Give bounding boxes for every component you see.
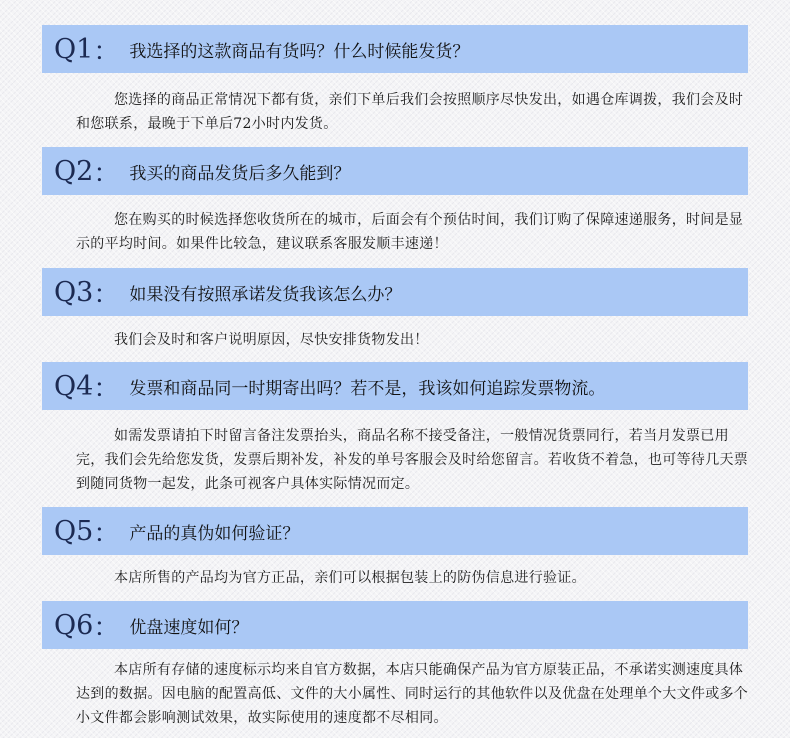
question-number: Q1: [54, 33, 94, 65]
faq-answer-6: 本店所有存储的速度标示均来自官方数据，本店只能确保产品为官方原装正品，不承诺实测速度具体达到的数据。因电脑的配置高低、文件的大小属性、同时运行的其他软件以及优盘在处理单个大文件或多个小文件都会影响测试效果，故实际使用的速度都不尽相同。: [76, 662, 749, 726]
faq-question-5: [42, 507, 748, 555]
faq-question-6: [42, 601, 748, 649]
faq-question-4: [42, 362, 748, 410]
faq-answer-5: 本店所售的产品均为官方正品，亲们可以根据包装上的防伪信息进行验证。: [114, 570, 586, 586]
faq-question-1: [42, 25, 748, 73]
question-colon: ：: [93, 158, 120, 189]
faq-answer-4: 如需发票请拍下时留言备注发票抬头，商品名称不接受备注，一般情况货票同行，若当月发票已用完，我们会先给您发货，发票后期补发，补发的单号客服会及时给您留言。若收货不着急，也可等待几天票到随同货物一起发，此条可视客户具体实际情况而定。: [76, 428, 749, 492]
question-colon: ：: [93, 373, 120, 404]
question-colon: ：: [93, 36, 120, 67]
question-text: 发票和商品同一时期寄出吗？若不是，我该如何追踪发票物流。: [129, 378, 606, 399]
question-text: 如果没有按照承诺发货我该怎么办？: [129, 284, 402, 305]
faq-question-2: [42, 147, 748, 195]
question-text: 优盘速度如何？: [129, 617, 249, 638]
question-text: 产品的真伪如何验证？: [129, 523, 300, 544]
question-number: Q5: [54, 515, 94, 547]
question-number: Q3: [54, 276, 94, 308]
question-colon: ：: [93, 518, 120, 549]
question-text: 我买的商品发货后多久能到？: [129, 163, 351, 184]
faq-question-3: [42, 268, 748, 316]
faq-answer-1: 您选择的商品正常情况下都有货，亲们下单后我们会按照顺序尽快发出，如遇仓库调拨，我们会及时和您联系，最晚于下单后72小时内发货。: [76, 92, 744, 132]
question-number: Q4: [54, 370, 94, 402]
question-colon: ：: [93, 279, 120, 310]
question-number: Q2: [54, 155, 94, 187]
faq-answer-2: 您在购买的时候选择您收货所在的城市，后面会有个预估时间，我们订购了保障速递服务，时间是显示的平均时间。如果件比较急，建议联系客服发顺丰速递！: [76, 212, 744, 252]
question-colon: ：: [93, 612, 120, 643]
question-text: 我选择的这款商品有货吗？什么时候能发货？: [129, 41, 470, 62]
question-number: Q6: [54, 609, 94, 641]
faq-answer-3: 我们会及时和客户说明原因，尽快安排货物发出！: [114, 332, 429, 348]
